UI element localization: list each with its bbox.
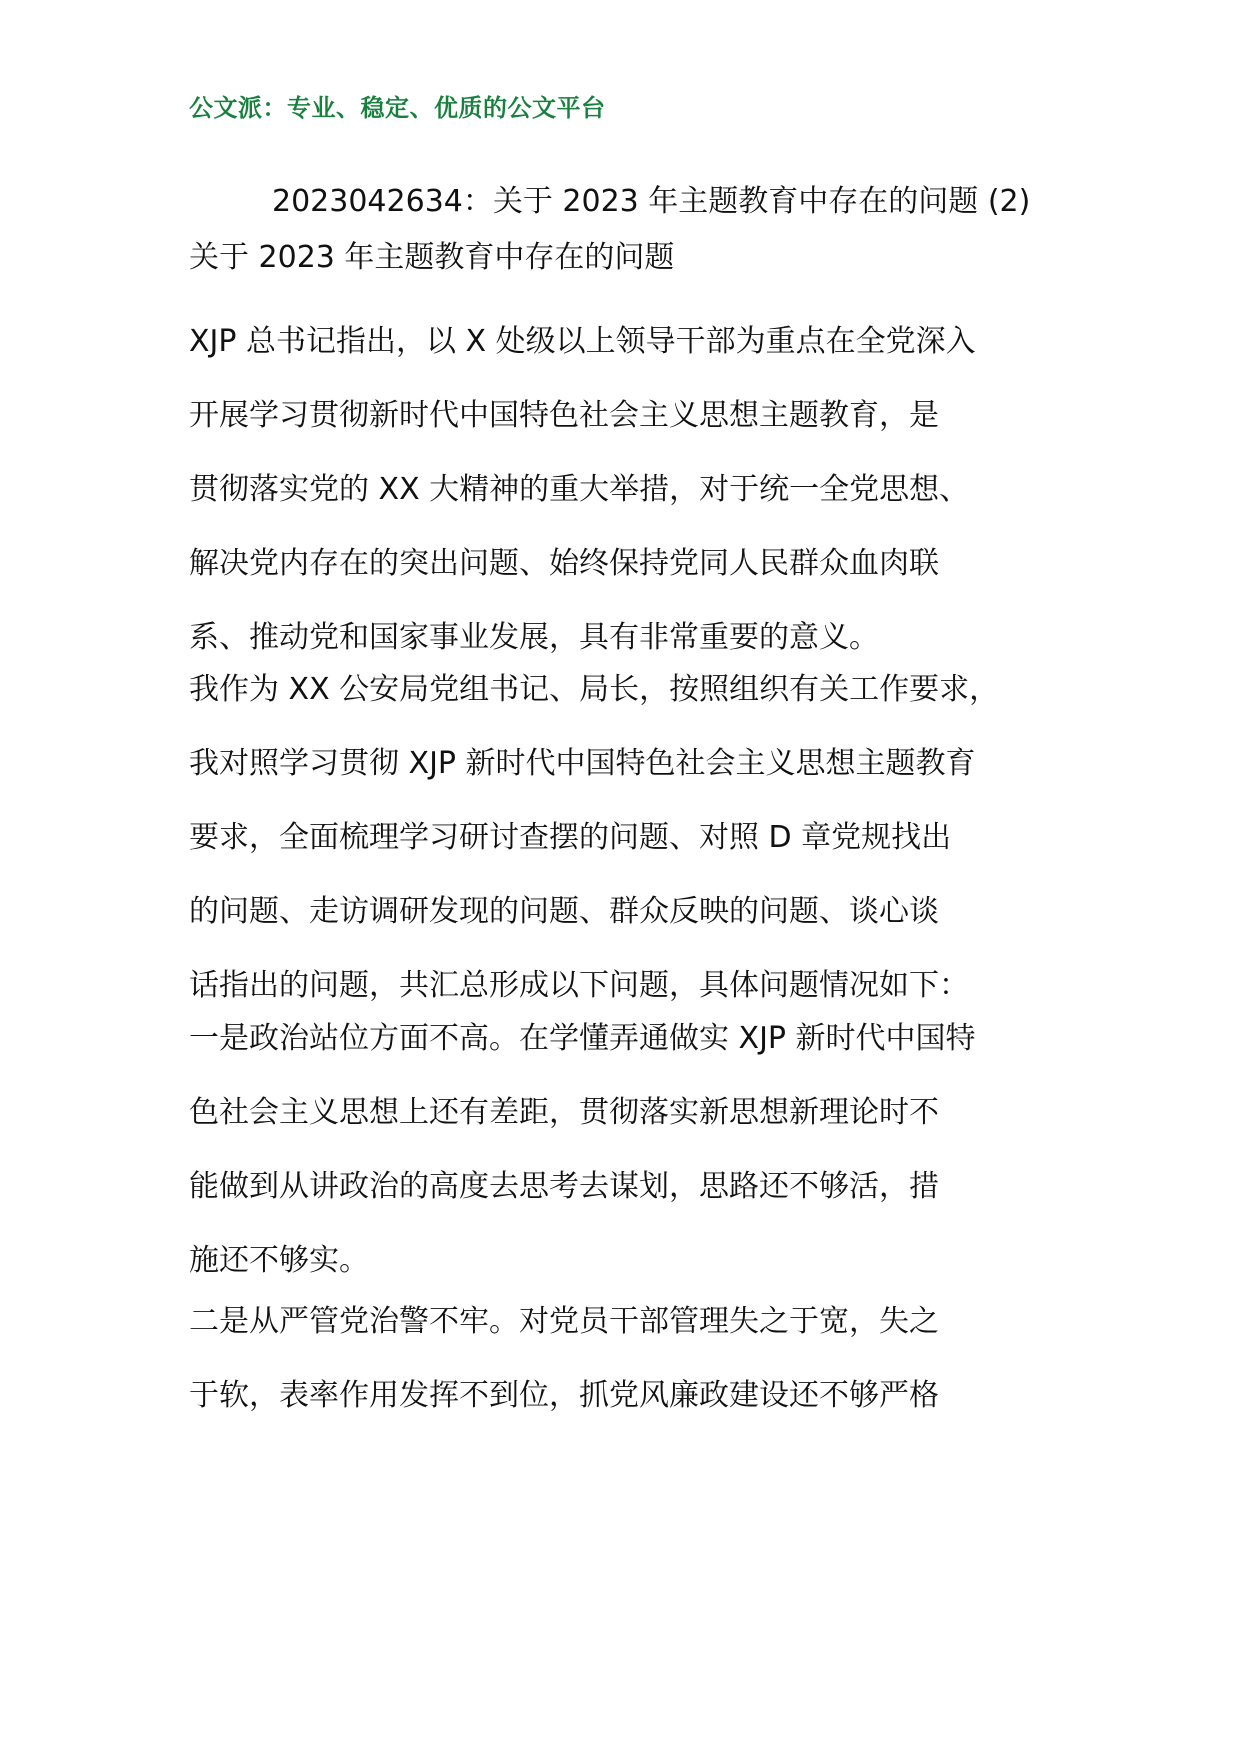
paragraph-line: XJP 总书记指出，以 X 处级以上领导干部为重点在全党深入 bbox=[189, 324, 976, 359]
paragraph-line: 一是政治站位方面不高。在学懂弄通做实 XJP 新时代中国特 bbox=[189, 1021, 976, 1056]
platform-header: 公文派：专业、稳定、优质的公文平台 bbox=[189, 94, 606, 122]
intro-paragraph bbox=[189, 305, 1089, 675]
paragraph-line: 我对照学习贯彻 XJP 新时代中国特色社会主义思想主题教育 bbox=[189, 746, 976, 781]
paragraph-line: 要求，全面梳理学习研讨查摆的问题、对照 D 章党规找出 bbox=[189, 820, 952, 855]
context-paragraph bbox=[189, 653, 1089, 1023]
paragraph-line: 解决党内存在的突出问题、始终保持党同人民群众血肉联 bbox=[189, 546, 939, 581]
paragraph-line: 关于 2023 年主题教育中存在的问题 bbox=[189, 240, 675, 275]
paragraph-line: 贯彻落实党的 XX 大精神的重大举措，对于统一全党思想、 bbox=[189, 472, 970, 507]
paragraph-line: 开展学习贯彻新时代中国特色社会主义思想主题教育，是 bbox=[189, 398, 939, 433]
document-title: 2023042634：关于 2023 年主题教育中存在的问题 (2) bbox=[272, 184, 1031, 219]
issue-one-paragraph bbox=[189, 1002, 1089, 1298]
paragraph-line: 施还不够实。 bbox=[189, 1243, 369, 1278]
paragraph-line: 能做到从讲政治的高度去思考去谋划，思路还不够活，措 bbox=[189, 1169, 939, 1204]
subtitle-paragraph bbox=[189, 221, 1089, 295]
paragraph-line: 话指出的问题，共汇总形成以下问题，具体问题情况如下： bbox=[189, 968, 969, 1003]
paragraph-line: 的问题、走访调研发现的问题、群众反映的问题、谈心谈 bbox=[189, 894, 939, 929]
paragraph-line: 系、推动党和国家事业发展，具有非常重要的意义。 bbox=[189, 620, 879, 655]
issue-two-paragraph bbox=[189, 1285, 1089, 1433]
paragraph-line: 色社会主义思想上还有差距，贯彻落实新思想新理论时不 bbox=[189, 1095, 939, 1130]
paragraph-line: 二是从严管党治警不牢。对党员干部管理失之于宽，失之 bbox=[189, 1304, 939, 1339]
paragraph-line: 我作为 XX 公安局党组书记、局长，按照组织有关工作要求， bbox=[189, 672, 1000, 707]
paragraph-line: 于软，表率作用发挥不到位，抓党风廉政建设还不够严格 bbox=[189, 1378, 939, 1413]
